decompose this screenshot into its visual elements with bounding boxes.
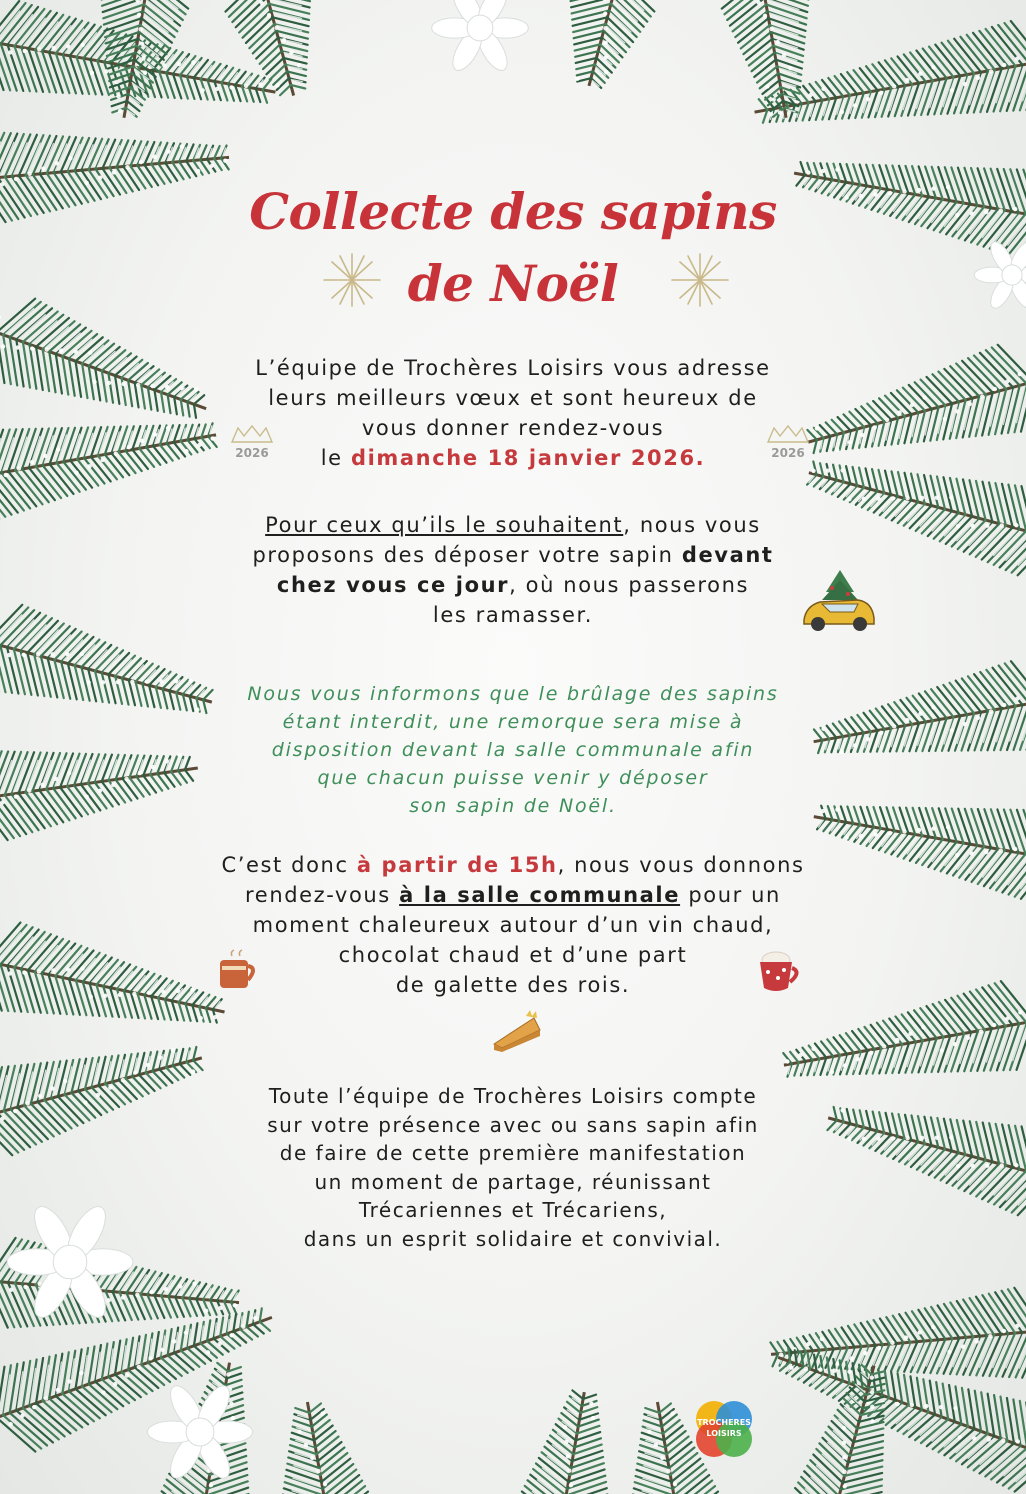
mug-icon: [214, 946, 262, 994]
intro-line: leurs meilleurs vœux et sont heureux de: [268, 386, 758, 410]
gathering-text: rendez-vous: [245, 883, 400, 907]
intro-line: [130, 443, 896, 473]
venue: à la salle communale: [399, 883, 681, 907]
badge-year: 2026: [771, 446, 805, 460]
intro-paragraph: [130, 353, 896, 473]
intro-line-prefix: le: [320, 446, 351, 470]
title-line-2: de Noël: [407, 254, 619, 313]
firework-icon: [660, 248, 740, 312]
gathering-line: chocolat chaud et d’une part: [338, 943, 688, 967]
pickup-line: [130, 570, 896, 600]
pine-branch: [547, 0, 663, 97]
gathering-line: [130, 880, 896, 910]
closing-line: Toute l’équipe de Trochères Loisirs compte: [268, 1084, 758, 1108]
pickup-text: proposons des déposer votre sapin: [252, 543, 682, 567]
trailer-line: Nous vous informons que le brûlage des sapins: [247, 683, 779, 705]
gathering-text: pour un: [680, 883, 781, 907]
pickup-emphasis: devant: [681, 543, 774, 567]
gathering-line: moment chaleureux autour d’un vin chaud,: [252, 913, 774, 937]
trailer-line: que chacun puisse venir y déposer: [317, 767, 709, 789]
badge-year: 2026: [235, 446, 269, 460]
pickup-text: , où nous passerons: [509, 573, 750, 597]
gathering-line: [130, 850, 896, 880]
closing-line: Trécariennes et Trécariens,: [358, 1198, 668, 1222]
trailer-paragraph: [130, 680, 896, 820]
trailer-line: son sapin de Noël.: [409, 795, 617, 817]
galette-slice-icon: [490, 1010, 546, 1052]
trocheres-loisirs-logo: [690, 1395, 758, 1463]
gathering-text: C’est donc: [221, 853, 357, 877]
hot-chocolate-cup-icon: [754, 948, 804, 994]
intro-line: vous donner rendez-vous: [361, 416, 665, 440]
pine-branch: [264, 1394, 373, 1494]
pickup-text: , nous vous: [623, 513, 761, 537]
pine-branch: [516, 1384, 627, 1494]
closing-line: sur votre présence avec ou sans sapin afin: [267, 1112, 759, 1137]
gathering-line: de galette des rois.: [395, 973, 631, 997]
start-time: à partir de 15h: [356, 853, 558, 877]
firework-icon: [312, 248, 392, 312]
pickup-line: [130, 540, 896, 570]
gathering-text: , nous vous donnons: [557, 853, 805, 877]
snowflake-ornament: [7, 1201, 133, 1323]
intro-line: L’équipe de Trochères Loisirs vous adresse: [255, 356, 771, 380]
snowflake-ornament: [974, 238, 1026, 311]
title-line-1: Collecte des sapins: [249, 182, 777, 241]
pickup-emphasis: chez vous ce jour: [276, 573, 510, 597]
trailer-line: disposition devant la salle communale afin: [271, 739, 755, 761]
pine-branch: [217, 0, 336, 107]
pickup-condition: Pour ceux qu’ils le souhaitent: [265, 513, 624, 537]
pickup-line: les ramasser.: [432, 603, 594, 627]
closing-paragraph: [130, 1082, 896, 1253]
pickup-line: [130, 510, 896, 540]
closing-line: dans un esprit solidaire et convivial.: [303, 1226, 723, 1251]
logo-text: TROCHERES: [697, 1418, 751, 1427]
car-with-tree-icon: [796, 566, 880, 636]
pine-branch: [747, 16, 1026, 157]
logo-text: LOISIRS: [706, 1429, 742, 1438]
event-date: dimanche 18 janvier 2026.: [350, 446, 706, 470]
closing-line: un moment de partage, réunissant: [314, 1169, 712, 1194]
pickup-paragraph: [130, 510, 896, 630]
trailer-line: étant interdit, une remorque sera mise à: [282, 711, 744, 733]
snowflake-ornament: [432, 0, 529, 75]
closing-line: de faire de cette première manifestation: [279, 1141, 747, 1165]
